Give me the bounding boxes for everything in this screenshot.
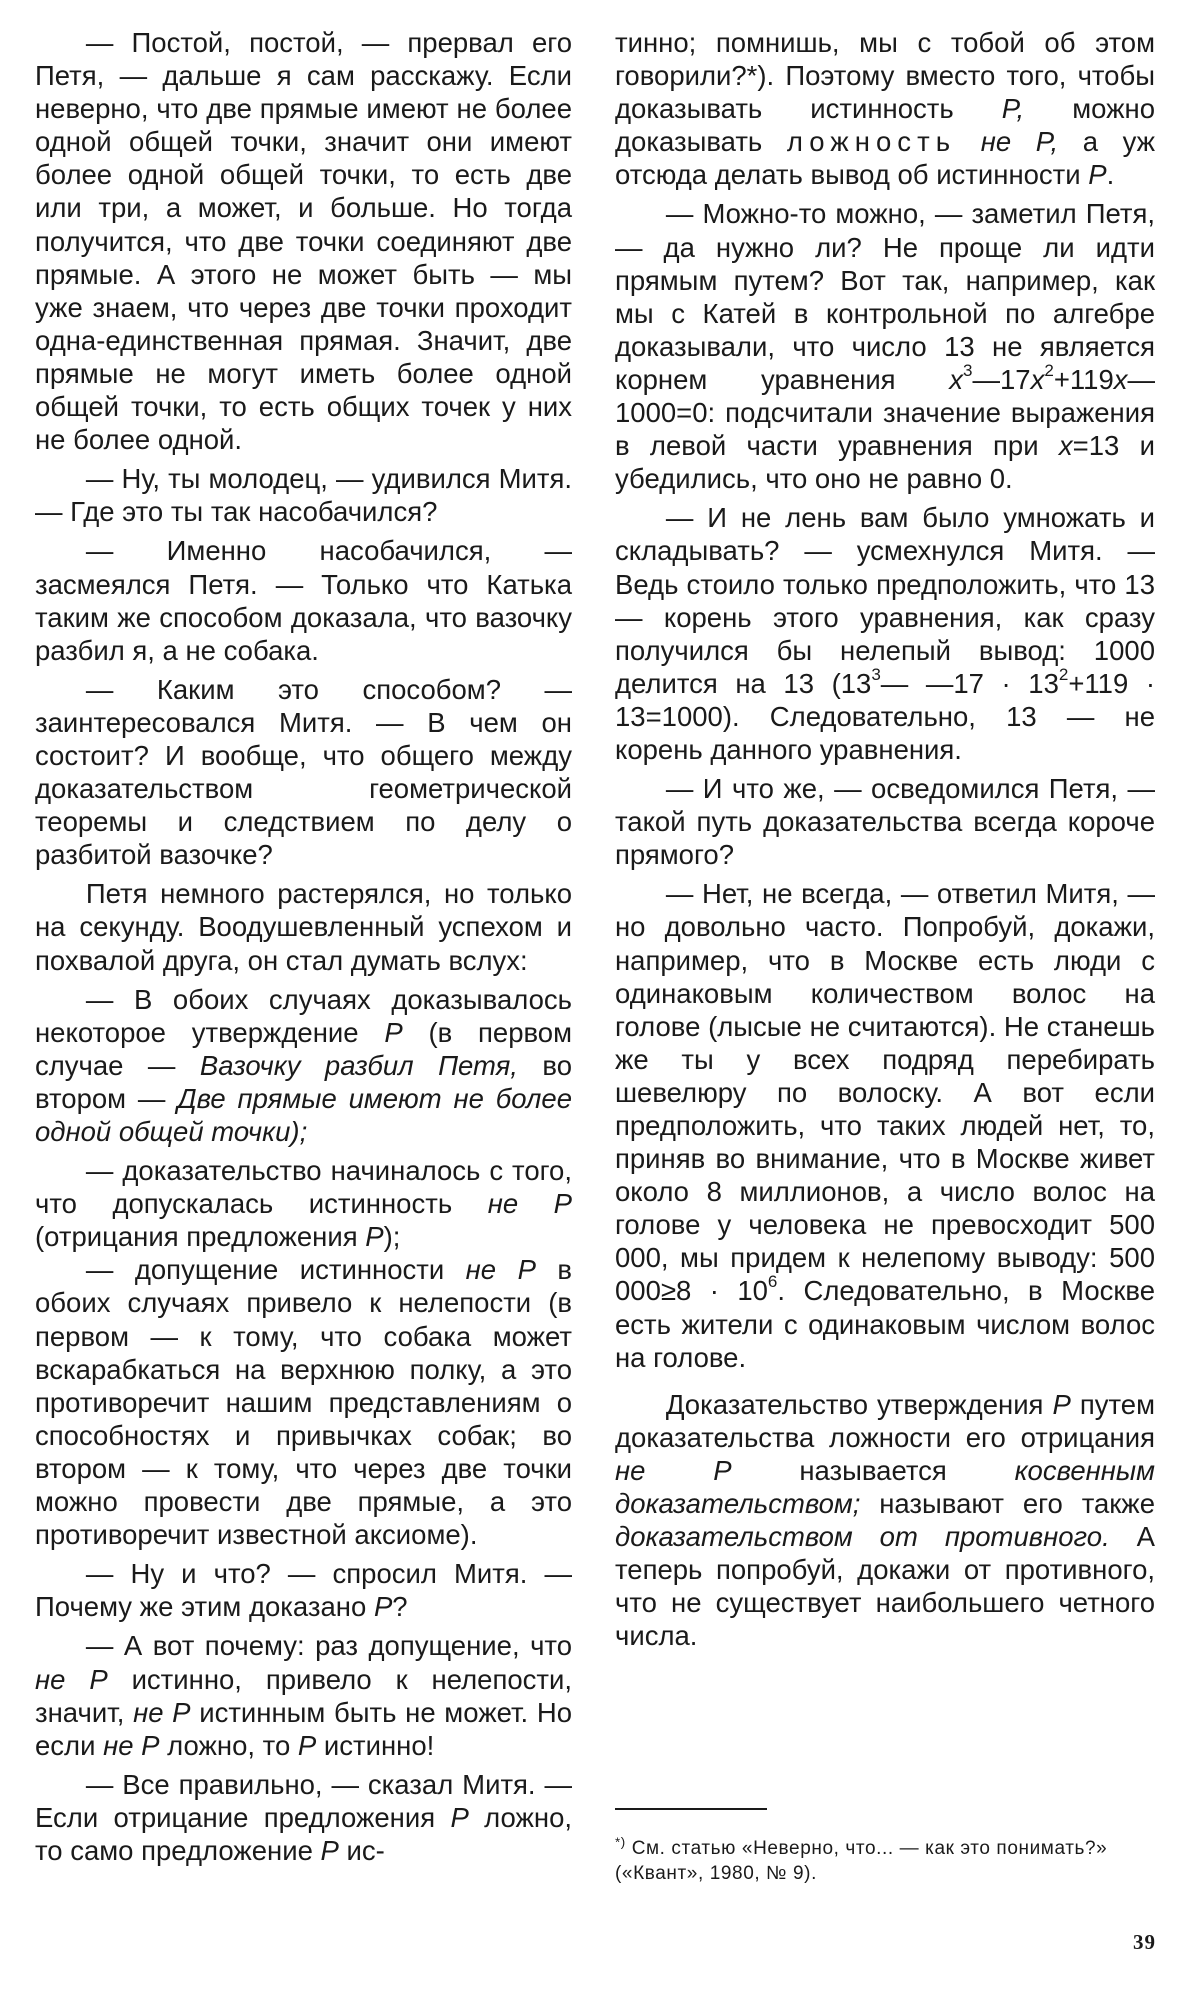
footnote-divider: [615, 1808, 767, 1810]
paragraph: — И не лень вам было умножать и складывать? — усмехнулся Митя. — Ведь стоило только предположить, что 13 — корень этого уравнения, как сразу получился бы нелепый вывод: 1000 делится на 13 ($13^3—$ —17 · $13^2+119 \cdot 13=1000$). Следовательно, 13 — не корень данного уравнения.: [615, 502, 1155, 765]
spaced-emphasis: ложность: [786, 126, 957, 158]
paragraph: — Именно насобачился, — засмеялся Петя. — Только что Катька таким же способом доказала, что вазочку разбил я, а не собака.: [35, 535, 572, 666]
paragraph: — В обоих случаях доказывалось некоторое утверждение P (в первом случае — Вазочку разбил Петя, во втором — Две прямые имеют не более одной общей точки);: [35, 983, 573, 1147]
right-column: [615, 26, 1155, 1653]
paragraph: — Ну, ты молодец, — удивился Митя. — Где это ты так насобачился?: [35, 463, 572, 528]
paragraph: — Каким это способом? — заинтересовался Митя. — В чем он состоит? И вообще, что общего между доказательством геометрической теоремы и следствием по делу о разбитой вазочке?: [35, 673, 572, 871]
footnote: [615, 1836, 1135, 1886]
page-number: 39: [1133, 1930, 1156, 1954]
paragraph: — А вот почему: раз допущение, что не P истинно, привело к нелепости, значит, не P истинным быть не может. Но если не P ложно, то P истинно!: [35, 1630, 572, 1761]
left-column: [35, 26, 572, 1867]
paragraph: — Можно-то можно, — заметил Петя, — да нужно ли? Не проще ли идти прямым путем? Вот так, например, как мы с Катей в контрольной по алгебре доказывали, что число 13 не является корнем уравнения $x^3—17x^2+119x—1000=0$: подсчитали значение выражения в левой части уравнения при x=13 и убедились, что оно не равно 0.: [615, 198, 1155, 495]
paragraph: — допущение истинности не P в обоих случаях привело к нелепости (в первом — к тому, что собака может вскарабкаться на верхнюю полку, а это противоречит нашим представлениям о способностях и привычках собак; во втором — к тому, что через две точки можно провести две прямые, а это противоречит известной аксиоме).: [35, 1254, 572, 1551]
paragraph: — Ну и что? — спросил Митя. — Почему же этим доказано P?: [35, 1558, 572, 1623]
paragraph: — Постой, постой, — прервал его Петя, — дальше я сам расскажу. Если неверно, что две прямые имеют не более одной общей точки, значит они имеют более одной общей точки, то есть две или три, а может, и больше. Но тогда получится, что две точки соединяют две прямые. А этого не может быть — мы уже знаем, что через две точки проходит одна-единственная прямая. Значит, две прямые не могут иметь более одной общей точки, то есть общих точек у них не более одной.: [35, 27, 572, 456]
paragraph: Доказательство утверждения P путем доказательства ложности его отрицания не P называется косвенным доказательством; называют его также доказательством от противного. А теперь попробуй, докажи от противного, что не существует наибольшего четного числа.: [615, 1388, 1155, 1652]
paragraph: — Нет, не всегда, — ответил Митя, — но довольно часто. Попробуй, докажи, например, что в Москве есть люди с одинаковым количеством волос на голове (лысые не считаются). Не станешь же ты у всех подряд перебирать шевелюру по волоску. А вот если предположить, что таких людей нет, то, приняв во внимание, что в Москве живет около 8 миллионов, а число волос на голове у человека не превосходит 500 000, мы придем к нелепому выводу: 500 $000\ge 8 \cdot 10^6$. Следовательно, в Москве есть жители с одинаковым числом волос на голове.: [615, 878, 1155, 1373]
equation: $x^3—17x^2+119x—1000=0$:: [615, 361, 1155, 429]
paragraph: тинно; помнишь, мы с тобой об этом говорили?*). Поэтому вместо того, чтобы доказывать истинность P, можно доказывать ложность не P, а уж отсюда делать вывод об истинности P.: [615, 27, 1156, 191]
paragraph: — Все правильно, — сказал Митя. — Если отрицание предложения P ложно, то само предложение P ис-: [35, 1768, 572, 1866]
footnote-mark: *): [615, 1834, 626, 1850]
paragraph: Петя немного растерялся, но только на секунду. Воодушевленный успехом и похвалой друга, он стал думать вслух:: [35, 878, 572, 976]
paragraph: — И что же, — осведомился Петя, — такой путь доказательства всегда короче прямого?: [615, 773, 1155, 871]
footnote-text: См. статью «Неверно, что... — как это понимать?» («Квант», 1980, № 9).: [615, 1838, 1108, 1884]
paragraph: — доказательство начиналось с того, что допускалась истинность не P (отрицания предложения P);: [35, 1155, 572, 1253]
